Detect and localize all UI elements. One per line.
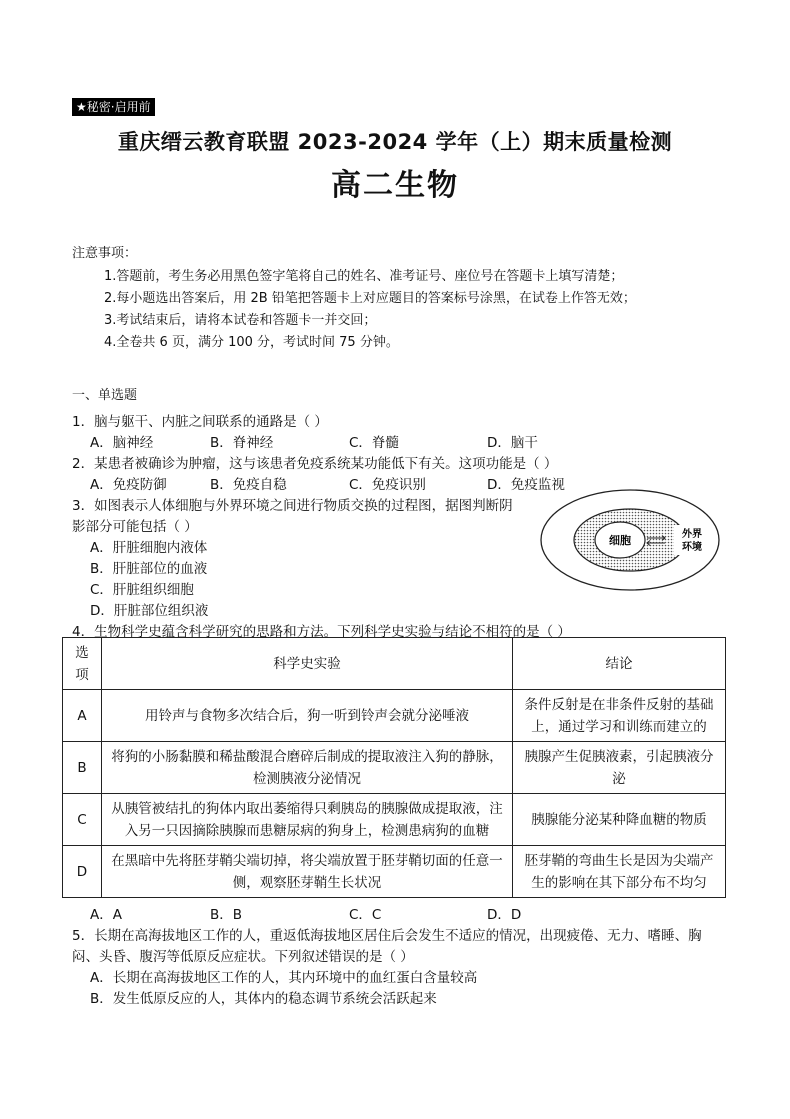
row-experiment: 在黑暗中先将胚芽鞘尖端切掉，将尖端放置于胚芽鞘切面的任意一侧，观察胚芽鞘生长状况 [102, 846, 513, 898]
row-option: A [63, 690, 102, 742]
q2-option-b: B．免疫自稳 [210, 477, 287, 493]
row-experiment: 将狗的小肠黏膜和稀盐酸混合磨碎后制成的提取液注入狗的静脉，检测胰液分泌情况 [102, 742, 513, 794]
cell-label: 细胞 [609, 534, 631, 547]
exchange-diagram [538, 487, 722, 593]
q1-option-b: B．脊神经 [210, 435, 274, 451]
table-header-row [63, 638, 726, 690]
question-4-stem: 4．生物科学史蕴含科学研究的思路和方法。下列科学史实验与结论不相符的是（ ） [72, 624, 571, 640]
row-option: D [63, 846, 102, 898]
header-experiment: 科学史实验 [102, 638, 513, 690]
q3-option-d: D．肝脏部位组织液 [90, 603, 209, 619]
question-3-stem: 3．如图表示人体细胞与外界环境之间进行物质交换的过程图，据图判断阴 [72, 498, 513, 514]
secret-badge: ★秘密·启用前 [72, 98, 155, 116]
row-experiment: 从胰管被结扎的狗体内取出萎缩得只剩胰岛的胰腺做成提取液，注入另一只因摘除胰腺而患糖尿病的狗身上，检测患病狗的血糖 [102, 794, 513, 846]
q5-option-b: B．发生低原反应的人，其体内的稳态调节系统会活跃起来 [90, 991, 437, 1007]
question-5-stem-cont: 闷、头昏、腹泻等低原反应症状。下列叙述错误的是（ ） [72, 949, 414, 965]
notice-heading: 注意事项： [72, 246, 138, 261]
outer-label-line2: 环境 [682, 542, 702, 553]
subject-title: 高二生物 [331, 168, 459, 203]
q1-option-c: C．脊髓 [349, 435, 399, 451]
q2-option-c: C．免疫识别 [349, 477, 426, 493]
q1-option-d: D．脑干 [487, 435, 538, 451]
q4-option-a: A．A [90, 907, 122, 923]
notice-item: 4.全卷共 6 页，满分 100 分，考试时间 75 分钟。 [104, 335, 399, 350]
table-row [63, 794, 726, 846]
row-conclusion: 胰腺能分泌某种降血糖的物质 [513, 794, 726, 846]
question-2-stem: 2．某患者被确诊为肿瘤，这与该患者免疫系统某功能低下有关。这项功能是（ ） [72, 456, 558, 472]
row-option: C [63, 794, 102, 846]
row-conclusion: 胚芽鞘的弯曲生长是因为尖端产生的影响在其下部分布不均匀 [513, 846, 726, 898]
outer-label-line1: 外界 [682, 529, 702, 540]
notice-item: 1.答题前，考生务必用黑色签字笔将自己的姓名、准考证号、座位号在答题卡上填写清楚； [104, 269, 624, 284]
q1-option-a: A．脑神经 [90, 435, 154, 451]
q3-option-c: C．肝脏组织细胞 [90, 582, 194, 598]
exam-title: 重庆缙云教育联盟 2023-2024 学年（上）期末质量检测 [117, 130, 673, 154]
notice-item: 2.每小题选出答案后，用 2B 铅笔把答题卡上对应题目的答案标号涂黑，在试卷上作答无效； [104, 291, 636, 306]
q4-option-b: B．B [210, 907, 243, 923]
row-conclusion: 条件反射是在非条件反射的基础上，通过学习和训练而建立的 [513, 690, 726, 742]
question-1-stem: 1．脑与躯干、内脏之间联系的通路是（ ） [72, 414, 328, 430]
q2-option-d: D．免疫监视 [487, 477, 565, 493]
q4-option-c: C．C [349, 907, 382, 923]
table-row [63, 690, 726, 742]
header-conclusion: 结论 [513, 638, 726, 690]
row-experiment: 用铃声与食物多次结合后，狗一听到铃声会就分泌唾液 [102, 690, 513, 742]
header-option: 选项 [63, 638, 102, 690]
q2-option-a: A．免疫防御 [90, 477, 167, 493]
notice-item: 3.考试结束后，请将本试卷和答题卡一并交回； [104, 313, 377, 328]
q4-option-d: D．D [487, 907, 522, 923]
section-heading: 一、单选题 [72, 388, 138, 403]
question-5-stem: 5．长期在高海拔地区工作的人，重返低海拔地区居住后会发生不适应的情况，出现疲倦、无力、嗜睡、胸 [72, 928, 702, 944]
row-conclusion: 胰腺产生促胰液素，引起胰液分泌 [513, 742, 726, 794]
q3-option-a: A．肝脏细胞内液体 [90, 540, 208, 556]
q5-option-a: A．长期在高海拔地区工作的人，其内环境中的血红蛋白含量较高 [90, 970, 478, 986]
question-3-stem-cont: 影部分可能包括（ ） [72, 519, 198, 535]
history-table [62, 637, 726, 898]
q3-option-b: B．肝脏部位的血液 [90, 561, 208, 577]
table-row [63, 846, 726, 898]
table-row [63, 742, 726, 794]
row-option: B [63, 742, 102, 794]
